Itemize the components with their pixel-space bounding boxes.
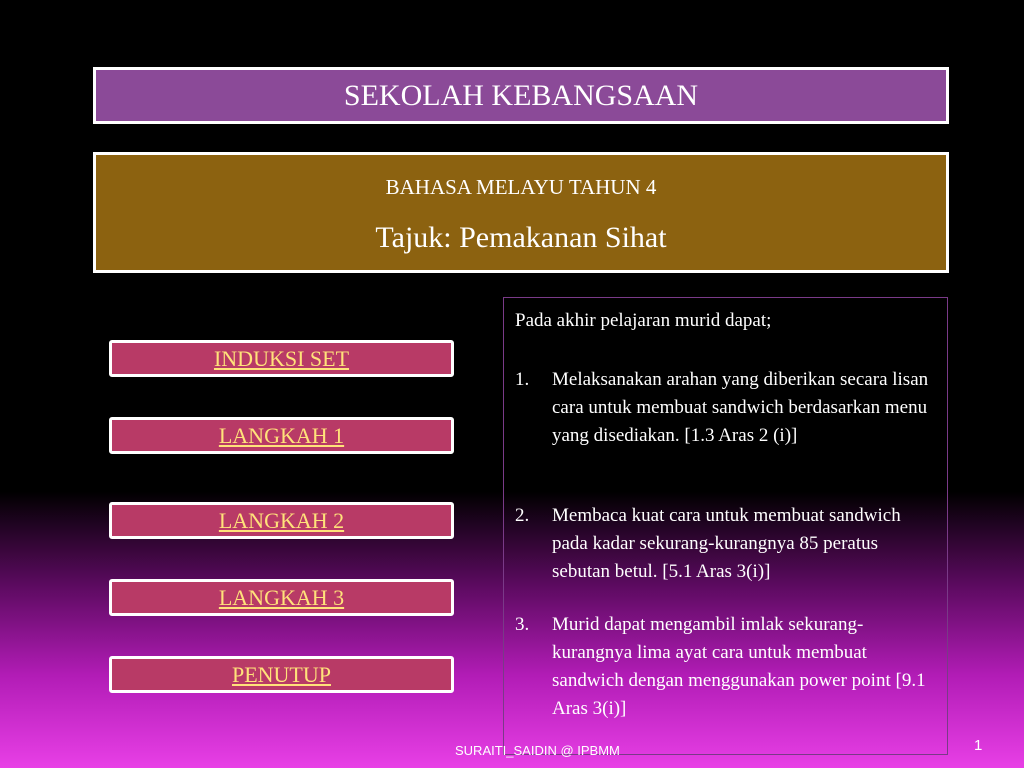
subject-box	[93, 152, 949, 273]
langkah-3-button[interactable]	[109, 579, 454, 616]
objectives-box	[503, 297, 948, 755]
slide-title: SEKOLAH KEBANGSAAN	[343, 78, 699, 112]
objective-number: 3.	[515, 614, 530, 635]
objective-item	[515, 611, 940, 723]
induksi-set-link[interactable]: INDUKSI SET	[213, 345, 350, 371]
langkah-2-link[interactable]: LANGKAH 2	[218, 507, 345, 533]
slide-title-box	[93, 67, 949, 124]
langkah-2-button[interactable]	[109, 502, 454, 539]
penutup-link[interactable]: PENUTUP	[231, 661, 331, 687]
objective-number: 2.	[515, 505, 530, 526]
page-number: 1	[974, 737, 983, 754]
subject-line: BAHASA MELAYU TAHUN 4	[385, 175, 657, 199]
langkah-1-link[interactable]: LANGKAH 1	[218, 422, 345, 448]
objective-text: Melaksanakan arahan yang diberikan secara lisan cara untuk membuat sandwich berdasarkan menu yang disediakan. [1.3 Aras 2 (i)]	[552, 369, 929, 446]
objective-item	[515, 502, 940, 586]
objectives-intro: Pada akhir pelajaran murid dapat;	[515, 310, 772, 331]
penutup-button[interactable]	[109, 656, 454, 693]
objective-number: 1.	[515, 369, 530, 390]
objective-text: Murid dapat mengambil imlak sekurang-kurangnya lima ayat cara untuk membuat sandwich dengan menggunakan power point [9.1 Aras 3(i)]	[552, 614, 926, 719]
langkah-1-button[interactable]	[109, 417, 454, 454]
objective-text: Membaca kuat cara untuk membuat sandwich pada kadar sekurang-kurangnya 85 peratus sebutan betul. [5.1 Aras 3(i)]	[552, 505, 901, 582]
induksi-set-button[interactable]	[109, 340, 454, 377]
topic-line: Tajuk: Pemakanan Sihat	[375, 221, 667, 254]
footer-credit: SURAITI_SAIDIN @ IPBMM	[455, 743, 620, 758]
langkah-3-link[interactable]: LANGKAH 3	[218, 584, 345, 610]
objective-item	[515, 366, 940, 450]
